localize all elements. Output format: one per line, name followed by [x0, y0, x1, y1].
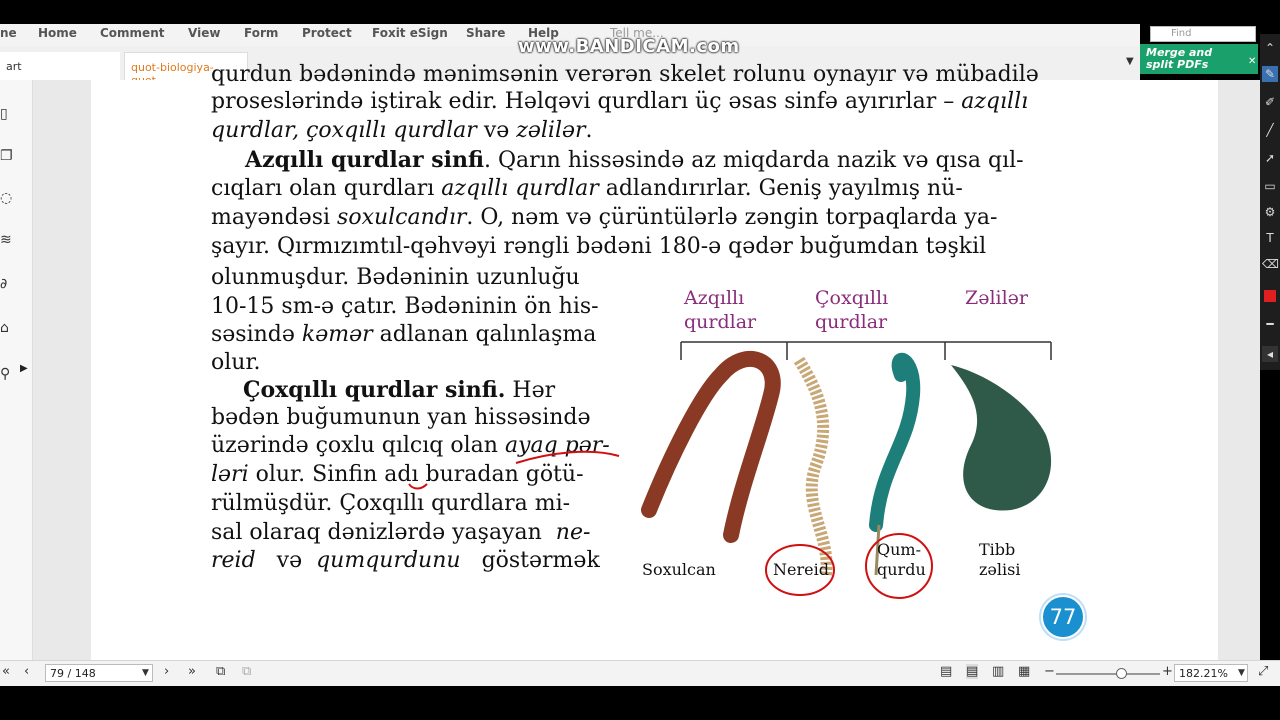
menu-protect[interactable]: Protect: [302, 26, 352, 40]
highlight-tool-icon[interactable]: ✎: [1262, 66, 1278, 82]
attachment-icon[interactable]: ∂: [0, 276, 8, 292]
right-toolbar: [1260, 34, 1280, 370]
text-line: olur.: [211, 350, 261, 375]
single-page-view-icon[interactable]: ▤: [940, 664, 953, 679]
text-line: cıqları olan qurdları azqıllı qurdlar adlandırırlar. Geniş yayılmış nü-: [211, 176, 963, 201]
text-line: bədən buğumunun yan hissəsində: [211, 405, 591, 430]
security-icon[interactable]: ⌂: [0, 320, 9, 336]
annotation-underline-2: [409, 484, 427, 489]
text-line: 10-15 sm-ə çatır. Bədəninin ön his-: [211, 294, 599, 319]
rotate-view-icon[interactable]: ⧉: [216, 664, 226, 679]
text-line: rülmüşdür. Çoxqıllı qurdlara mi-: [211, 491, 571, 516]
page-gutter-right: [1218, 80, 1260, 660]
right-panel-bg: [1260, 370, 1280, 660]
layers-icon[interactable]: ≋: [0, 232, 12, 248]
collapse-icon[interactable]: ⌃: [1264, 41, 1276, 55]
tab-document-1[interactable]: art: [0, 52, 120, 80]
text-line: reid və qumqurdunu göstərmək: [211, 548, 600, 573]
color-swatch-icon[interactable]: [1264, 290, 1276, 302]
text-line: sal olaraq dənizlərdə yaşayan ne-: [211, 520, 591, 545]
tell-me-search[interactable]: Tell me...: [610, 26, 664, 40]
zoom-slider[interactable]: [1056, 673, 1160, 675]
zoom-slider-thumb[interactable]: [1116, 668, 1127, 679]
annotation-circle-qumqurdu: [866, 534, 932, 598]
text-line: şayır. Qırmızımtıl-qəhvəyi rəngli bədəni 180-ə qədər buğumdan təşkil: [211, 234, 987, 259]
text-line: Çoxqıllı qurdlar sinfi. Hər: [243, 377, 556, 403]
page-number-badge: 77: [1041, 595, 1085, 639]
text-line: qurdun bədənində mənimsənin verərən skelet rolunu oynayır və mübadilə: [211, 62, 1039, 87]
zoom-out-icon[interactable]: −: [1044, 664, 1055, 679]
previous-view-icon[interactable]: ⧉: [242, 664, 252, 679]
caption-soxulcan: Soxulcan: [642, 560, 716, 579]
page-number-input[interactable]: 79 / 148: [45, 664, 153, 682]
caption-qumqurdu: Qum- qurdu: [877, 540, 926, 579]
zoom-in-icon[interactable]: +: [1162, 664, 1173, 679]
menu-comment[interactable]: Comment: [100, 26, 165, 40]
screen-letterbox: [0, 686, 1280, 720]
annotation-underline: [516, 452, 619, 463]
text-tool-icon[interactable]: T: [1266, 231, 1274, 245]
page-gutter-left: [33, 80, 91, 660]
line-width-icon[interactable]: ━: [1266, 317, 1274, 331]
menu-form[interactable]: Form: [244, 26, 279, 40]
text-line: səsində kəmər adlanan qalınlaşma: [211, 322, 597, 347]
merge-line-2: split PDFs: [1146, 58, 1209, 71]
merge-line-1: Merge and: [1146, 46, 1213, 59]
figure-label-zeliler: Zəlilər: [965, 287, 1029, 309]
caption-nereid: Nereid: [773, 560, 829, 579]
recorder-watermark: www.BANDICAM.com: [518, 36, 740, 57]
ink-annotations: [91, 80, 1218, 660]
text-line: olunmuşdur. Bədəninin uzunluğu: [211, 265, 580, 290]
text-line: Azqıllı qurdlar sinfi. Qarın hissəsində az miqdarda nazik və qısa qıl-: [245, 147, 1024, 173]
figure-label-azqilli: Azqıllı qurdlar: [684, 287, 757, 333]
merge-split-ad[interactable]: [1140, 44, 1258, 74]
arrow-icon[interactable]: ➚: [1264, 151, 1276, 165]
eraser-icon[interactable]: ⌫: [1262, 257, 1279, 271]
next-page-icon[interactable]: ›: [164, 664, 170, 679]
text-line: üzərində çoxlu qılcıq olan ayaq pər-: [211, 433, 610, 458]
menu-share[interactable]: Share: [466, 26, 506, 40]
menu-help[interactable]: Help: [528, 26, 559, 40]
close-icon[interactable]: ✕: [1248, 56, 1257, 67]
line-icon[interactable]: ╱: [1266, 123, 1274, 137]
caption-tibb-zelisi: Tibb zəlisi: [979, 540, 1021, 579]
menu-item[interactable]: ne: [0, 26, 17, 40]
navigation-panel: [0, 80, 33, 660]
tab-list-dropdown-icon[interactable]: ▼: [1126, 56, 1134, 67]
menu-view[interactable]: View: [188, 26, 221, 40]
tab-document-2[interactable]: quot-biologiya-: [124, 52, 248, 80]
text-line: proseslərində iştirak edir. Həlqəvi qurdları üç əsas sinfə ayırırlar – azqıllı: [211, 89, 1029, 114]
text-line: ləri olur. Sinfin adı buradan götü-: [211, 462, 584, 487]
annotation-circle-nereid: [766, 545, 834, 595]
rectangle-icon[interactable]: ▭: [1264, 179, 1276, 193]
find-input[interactable]: Find: [1150, 26, 1256, 42]
text-line: mayəndəsi soxulcandır. O, nəm və çürüntülərlə zəngin torpaqlarda ya-: [211, 205, 998, 230]
previous-page-icon[interactable]: ‹: [24, 664, 30, 679]
last-page-icon[interactable]: »: [188, 664, 196, 679]
toolbar-menu-icon[interactable]: ◂: [1262, 346, 1278, 362]
pages-icon[interactable]: ❐: [0, 148, 13, 164]
zoom-dropdown-icon[interactable]: ▼: [1238, 668, 1245, 678]
pen-icon[interactable]: ✐: [1264, 95, 1276, 109]
comment-icon[interactable]: ◌: [0, 190, 13, 206]
bookmark-icon[interactable]: ▯: [0, 106, 8, 122]
signature-icon[interactable]: ⚲: [0, 366, 11, 382]
stamp-icon[interactable]: ⚙: [1264, 205, 1276, 219]
menu-foxit-esign[interactable]: Foxit eSign: [372, 26, 448, 40]
expand-panel-icon[interactable]: ▶: [20, 363, 28, 374]
menu-home[interactable]: Home: [38, 26, 77, 40]
figure-label-coxqilli: Çoxqıllı qurdlar: [815, 287, 889, 333]
zoom-level-input[interactable]: 182.21%: [1174, 664, 1248, 682]
fullscreen-icon[interactable]: ⤢: [1258, 664, 1269, 679]
first-page-icon[interactable]: «: [2, 664, 10, 679]
two-page-view-icon[interactable]: ▥: [992, 664, 1005, 679]
two-page-continuous-icon[interactable]: ▦: [1018, 664, 1031, 679]
page-dropdown-icon[interactable]: ▼: [142, 668, 149, 678]
continuous-view-icon[interactable]: ▤: [966, 664, 979, 679]
text-line: qurdlar, çoxqıllı qurdlar və zəlilər.: [211, 118, 593, 143]
